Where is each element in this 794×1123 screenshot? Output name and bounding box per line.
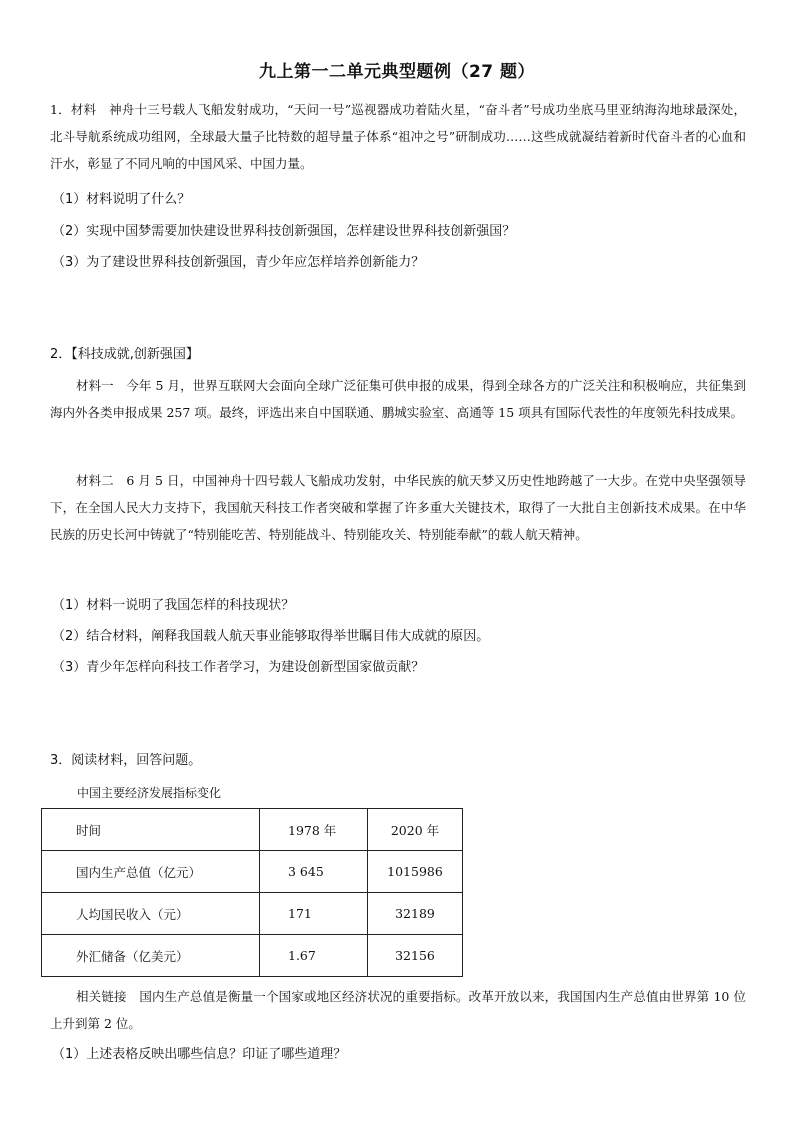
- table-cell: 1.67: [260, 935, 368, 977]
- table-caption: 中国主要经济发展指标变化: [77, 786, 222, 800]
- table-header-cell: 1978 年: [260, 809, 368, 851]
- table-cell: 外汇储备（亿美元）: [42, 935, 260, 977]
- table-row: [42, 851, 463, 893]
- page-title: 九上第一二单元典型题例（27 题）: [258, 62, 536, 82]
- q1-sub-question-3: （3）为了建设世界科技创新强国，青少年应怎样培养创新能力？: [52, 255, 425, 270]
- table-cell: 国内生产总值（亿元）: [42, 851, 260, 893]
- q1-sub-question-1: （1）材料说明了什么？: [52, 192, 191, 207]
- table-header-cell: 2020 年: [368, 809, 463, 851]
- q3-sub-question-1: （1）上述表格反映出哪些信息？印证了哪些道理？: [52, 1047, 347, 1062]
- q2-sub-question-3: （3）青少年怎样向科技工作者学习，为建设创新型国家做贡献？: [52, 660, 425, 675]
- table-cell: 171: [260, 893, 368, 935]
- q3-heading: 3．阅读材料，回答问题。: [50, 753, 202, 768]
- table-cell: 1015986: [368, 851, 463, 893]
- table-cell: 人均国民收入（元）: [42, 893, 260, 935]
- q1-material: 1．材料 神舟十三号载人飞船发射成功，“天问一号”巡视器成功着陆火星，“奋斗者”号成功坐底马里亚纳海沟地球最深处，北斗导航系统成功组网，全球最大量子比特数的超导量子体系“祖冲之号”研制成功……这些成就凝结着新时代奋斗者的心血和汗水，彰显了不同凡响的中国风采、中国力量。: [50, 102, 746, 171]
- q2-sub-question-1: （1）材料一说明了我国怎样的科技现状？: [52, 598, 295, 613]
- q2-heading: 2．【科技成就,创新强国】: [50, 347, 199, 362]
- economic-indicators-table: [41, 808, 463, 977]
- q2-sub-question-2: （2）结合材料，阐释我国载人航天事业能够取得举世瞩目伟大成就的原因。: [52, 629, 490, 644]
- q2-material-2: 材料二 6 月 5 日，中国神舟十四号载人飞船成功发射，中华民族的航天梦又历史性地跨越了一大步。在党中央坚强领导下，在全国人民大力支持下，我国航天科技工作者突破和掌握了许多重大关键技术，取得了一大批自主创新技术成果。在中华民族的历史长河中铸就了“特别能吃苦、特别能战斗、特别能攻关、特别能奉献”的载人航天精神。: [50, 473, 746, 542]
- table-header-row: [42, 809, 463, 851]
- table-cell: 3 645: [260, 851, 368, 893]
- table-row: [42, 893, 463, 935]
- table-cell: 32189: [368, 893, 463, 935]
- q3-related-link: 相关链接 国内生产总值是衡量一个国家或地区经济状况的重要指标。改革开放以来，我国国内生产总值由世界第 10 位上升到第 2 位。: [50, 989, 746, 1031]
- table-row: [42, 935, 463, 977]
- q2-material-1: 材料一 今年 5 月，世界互联网大会面向全球广泛征集可供申报的成果，得到全球各方的广泛关注和积极响应，共征集到海内外各类申报成果 257 项。最终，评选出来自中国联通、鹏城实验室、高通等 15 项具有国际代表性的年度领先科技成果。: [50, 378, 746, 420]
- table-header-cell: 时间: [42, 809, 260, 851]
- table-cell: 32156: [368, 935, 463, 977]
- q1-sub-question-2: （2）实现中国梦需要加快建设世界科技创新强国，怎样建设世界科技创新强国？: [52, 224, 516, 239]
